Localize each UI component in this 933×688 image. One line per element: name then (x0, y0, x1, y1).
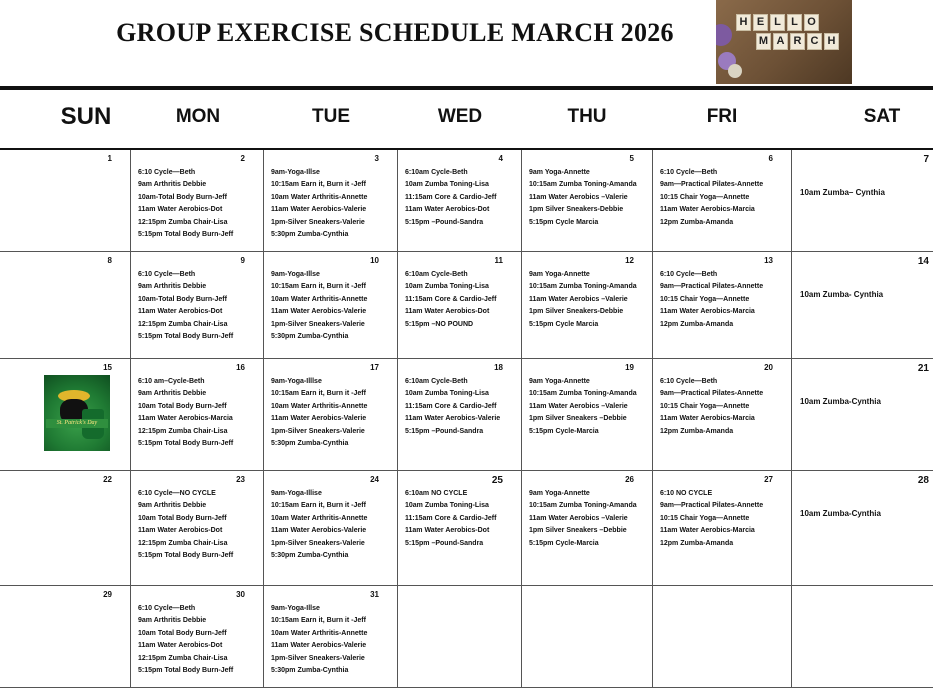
class-entry: 10am Zumba- Cynthia (800, 290, 884, 299)
letter-tile: L (770, 14, 785, 31)
page-title: GROUP EXERCISE SCHEDULE MARCH 2026 (116, 18, 674, 47)
day-number: 11 (494, 256, 503, 265)
class-entry: 9am-Yoga-Illse (271, 169, 320, 176)
class-entry: 5:30pm Zumba-Cynthia (271, 333, 349, 341)
class-entry: 1pm-Silver Sneakers-Valerie (271, 539, 365, 547)
day-number: 4 (498, 154, 503, 163)
day-cell-mon (131, 471, 264, 586)
class-entry: 5:30pm Zumba-Cynthia (271, 667, 349, 675)
class-entry: 10am Zumba Toning-Lisa (405, 502, 489, 510)
day-cell-wed (398, 471, 522, 586)
class-list (660, 269, 789, 331)
class-entry: 9am Yoga-Annette (529, 378, 590, 385)
day-cell-fri (653, 471, 792, 586)
day-number: 15 (103, 363, 112, 372)
class-entry: 1pm Silver Sneakers-Debbie (529, 206, 624, 214)
day-number: 27 (764, 475, 773, 484)
class-entry: 9am Arthritis Debbie (138, 283, 207, 291)
letter-tile: H (736, 14, 751, 31)
class-entry: 9am Arthritis Debbie (138, 181, 207, 189)
class-entry: 11am Water Aerobics-Valerie (271, 527, 367, 535)
class-entry: 10am Zumba– Cynthia (800, 188, 885, 197)
day-number: 28 (917, 475, 929, 486)
class-entry: 11am Water Aerobics-Marcia (660, 206, 755, 214)
day-number: 26 (625, 475, 634, 484)
class-entry: 10:15am Earn it, Burn it -Jeff (271, 617, 366, 625)
class-entry: 11am Water Aerobics –Valerie (529, 514, 628, 522)
hello-tiles (736, 14, 819, 31)
day-number: 12 (625, 256, 634, 265)
class-entry: 5:15pm Total Body Burn-Jeff (138, 231, 234, 239)
class-list (138, 376, 261, 450)
day-cell-sun (0, 586, 131, 688)
class-list (529, 488, 650, 550)
class-entry: 1pm-Silver Sneakers-Valerie (271, 320, 365, 328)
class-list (138, 603, 261, 677)
class-entry: 11am Water Aerobics-Dot (138, 642, 223, 650)
day-number: 30 (236, 590, 245, 599)
class-entry: 6:10 Cycle—Beth (138, 169, 196, 176)
day-cell-mon (131, 252, 264, 359)
day-number: 24 (370, 475, 379, 484)
class-entry: 6:10 NO CYCLE (660, 490, 713, 497)
class-list (271, 603, 395, 677)
day-cell-fri (653, 586, 792, 688)
class-entry: 5:30pm Zumba-Cynthia (271, 440, 349, 448)
class-entry: 9am Arthritis Debbie (138, 617, 207, 625)
class-list (271, 167, 395, 241)
class-entry: 5:30pm Zumba-Cynthia (271, 552, 349, 560)
class-entry: 6:10 Cycle—Beth (138, 605, 196, 612)
class-entry: 11am Water Aerobics –Valerie (529, 402, 628, 410)
day-number: 1 (107, 154, 112, 163)
class-entry: 11am Water Aerobics –Valerie (529, 193, 628, 201)
class-entry: 10am Zumba Toning-Lisa (405, 181, 489, 189)
day-number: 31 (370, 590, 379, 599)
day-cell-thu (522, 586, 653, 688)
day-number: 14 (917, 256, 929, 267)
day-header-mon: MON (175, 106, 221, 127)
day-header-thu: THU (567, 106, 607, 127)
letter-tile: R (790, 33, 805, 50)
class-entry: 10am Water Arthritis-Annette (271, 402, 368, 410)
class-entry: 10:15 Chair Yoga—Annette (660, 514, 750, 522)
class-entry: 11am Water Aerobics-Dot (405, 527, 490, 535)
class-entry: 10am Water Arthritis-Annette (271, 514, 368, 522)
class-entry: 11am Water Aerobics-Valerie (271, 206, 367, 214)
class-entry: 10:15am Zumba Toning-Amanda (529, 283, 637, 291)
day-cell-fri (653, 150, 792, 252)
day-cell-mon (131, 586, 264, 688)
day-cell-sat (792, 359, 933, 471)
class-entry: 9am—Practical Pilates-Annette (660, 283, 764, 291)
class-entry: 5:15pm –Pound-Sandra (405, 427, 484, 435)
day-number: 22 (103, 475, 112, 484)
letter-tile: E (753, 14, 768, 31)
class-entry: 5:15pm Cycle-Marcia (529, 539, 599, 547)
day-number: 18 (494, 363, 503, 372)
class-entry: 6:10 Cycle—Beth (660, 378, 718, 385)
class-entry: 11am Water Aerobics-Marcia (138, 415, 233, 423)
class-entry: 11am Water Aerobics-Dot (405, 206, 490, 214)
class-entry: 5:15pm Cycle-Marcia (529, 427, 599, 435)
class-entry: 6:10 Cycle—Beth (138, 271, 196, 278)
class-entry: 6:10 Cycle—Beth (660, 169, 718, 176)
class-entry: 6:10am Cycle-Beth (405, 169, 468, 176)
class-entry: 11:15am Core & Cardio-Jeff (405, 193, 497, 201)
class-list (271, 488, 395, 562)
class-list (529, 269, 650, 331)
class-entry: 9am—Practical Pilates-Annette (660, 390, 764, 398)
class-entry: 11am Water Aerobics-Dot (138, 527, 223, 535)
class-entry: 1pm Silver Sneakers –Debbie (529, 527, 627, 535)
class-entry: 1pm-Silver Sneakers-Valerie (271, 654, 365, 662)
class-entry: 5:15pm Total Body Burn-Jeff (138, 440, 234, 448)
day-cell-tue (264, 586, 398, 688)
day-number: 17 (370, 363, 379, 372)
day-number: 2 (240, 154, 245, 163)
header-rule (0, 86, 933, 90)
class-entry: 6:10am Cycle-Beth (405, 271, 468, 278)
class-entry: 12:15pm Zumba Chair-Lisa (138, 427, 228, 435)
class-list (529, 167, 650, 229)
class-entry: 11am Water Aerobics-Marcia (660, 415, 755, 423)
day-cell-sun (0, 150, 131, 252)
class-entry: 11:15am Core & Cardio-Jeff (405, 514, 497, 522)
class-entry: 5:15pm Total Body Burn-Jeff (138, 552, 234, 560)
march-tiles (756, 33, 839, 50)
day-cell-thu (522, 471, 653, 586)
day-cell-mon (131, 359, 264, 471)
class-list (138, 167, 261, 241)
class-list (529, 376, 650, 438)
class-entry: 5:15pm Cycle Marcia (529, 320, 599, 328)
class-entry: 11:15am Core & Cardio-Jeff (405, 295, 497, 303)
class-entry: 5:15pm –Pound-Sandra (405, 539, 484, 547)
day-number: 9 (240, 256, 245, 265)
class-entry: 5:15pm Total Body Burn-Jeff (138, 333, 234, 341)
class-entry: 12:15pm Zumba Chair-Lisa (138, 539, 228, 547)
class-entry: 12pm Zumba-Amanda (660, 320, 734, 328)
letter-tile: M (756, 33, 771, 50)
flower-icon (728, 64, 742, 78)
class-entry: 6:10am Cycle-Beth (405, 378, 468, 385)
day-cell-tue (264, 150, 398, 252)
day-number: 23 (236, 475, 245, 484)
class-list (405, 269, 519, 331)
day-number: 6 (768, 154, 773, 163)
day-cell-sun (0, 359, 131, 471)
day-cell-wed (398, 150, 522, 252)
class-entry: 1pm Silver Sneakers-Debbie (529, 308, 624, 316)
calendar-grid (0, 150, 933, 688)
class-entry: 10am-Total Body Burn-Jeff (138, 193, 227, 201)
class-entry: 10:15am Earn it, Burn it -Jeff (271, 181, 366, 189)
day-cell-thu (522, 252, 653, 359)
letter-tile: L (787, 14, 802, 31)
day-cell-mon (131, 150, 264, 252)
letter-tile: A (773, 33, 788, 50)
class-entry: 6:10 Cycle—NO CYCLE (138, 490, 216, 497)
day-number: 25 (491, 475, 503, 486)
class-entry: 12pm Zumba-Amanda (660, 539, 734, 547)
class-entry: 10:15am Zumba Toning-Amanda (529, 502, 637, 510)
class-entry: 1pm-Silver Sneakers-Valerie (271, 218, 365, 226)
class-entry: 11am Water Aerobics-Dot (405, 308, 490, 316)
class-entry: 9am Yoga-Annette (529, 271, 590, 278)
class-list (405, 376, 519, 438)
class-entry: 10:15am Earn it, Burn it -Jeff (271, 283, 366, 291)
day-cell-sat (792, 252, 933, 359)
day-number: 3 (374, 154, 379, 163)
class-entry: 10am Total Body Burn-Jeff (138, 514, 227, 522)
class-entry: 11:15am Core & Cardio-Jeff (405, 402, 497, 410)
class-entry: 9am Yoga-Annette (529, 490, 590, 497)
day-header-sat: SAT (863, 106, 901, 127)
class-entry: 11am Water Aerobics-Valerie (271, 642, 367, 650)
flower-icon (716, 24, 732, 46)
day-header-wed: WED (437, 106, 483, 127)
day-cell-thu (522, 150, 653, 252)
day-header-tue: TUE (312, 106, 350, 127)
day-number: 7 (923, 154, 929, 165)
day-cell-fri (653, 252, 792, 359)
class-entry: 10:15am Earn it, Burn it -Jeff (271, 502, 366, 510)
class-entry: 6:10am NO CYCLE (405, 490, 468, 497)
class-list (660, 376, 789, 438)
day-number: 5 (629, 154, 634, 163)
class-list (271, 269, 395, 343)
class-list (405, 488, 519, 550)
day-cell-fri (653, 359, 792, 471)
day-number: 13 (764, 256, 773, 265)
class-entry: 6:10 am–Cycle-Beth (138, 378, 205, 385)
class-entry: 5:30pm Zumba-Cynthia (271, 231, 349, 239)
day-number: 16 (236, 363, 245, 372)
day-cell-sat (792, 471, 933, 586)
class-entry: 10am Water Arthritis-Annette (271, 295, 368, 303)
class-entry: 1pm Silver Sneakers –Debbie (529, 415, 627, 423)
class-entry: 12pm Zumba-Amanda (660, 427, 734, 435)
class-entry: 9am-Yoga-Illse (271, 271, 320, 278)
class-list (405, 167, 519, 229)
letter-tile: C (807, 33, 822, 50)
st-patricks-day-image (44, 375, 110, 451)
class-list (660, 488, 789, 550)
class-entry: 10am Total Body Burn-Jeff (138, 629, 227, 637)
class-entry: 10am Water Arthritis-Annette (271, 193, 368, 201)
class-entry: 10:15 Chair Yoga—Annette (660, 193, 750, 201)
day-number: 8 (107, 256, 112, 265)
class-list (138, 269, 261, 343)
class-entry: 9am-Yoga-Illlse (271, 378, 322, 385)
day-number: 19 (625, 363, 634, 372)
class-entry: 11am Water Aerobics-Dot (138, 206, 223, 214)
class-entry: 10:15 Chair Yoga—Annette (660, 295, 750, 303)
class-entry: 12:15pm Zumba Chair-Lisa (138, 654, 228, 662)
class-entry: 11am Water Aerobics-Marcia (660, 308, 755, 316)
letter-tile: O (804, 14, 819, 31)
class-entry: 6:10 Cycle—Beth (660, 271, 718, 278)
class-entry: 9am—Practical Pilates-Annette (660, 181, 764, 189)
class-entry: 9am-Yoga-Illise (271, 490, 322, 497)
class-entry: 11am Water Aerobics-Valerie (271, 308, 367, 316)
class-entry: 10am Zumba Toning-Lisa (405, 390, 489, 398)
class-entry: 11am Water Aerobics –Valerie (529, 295, 628, 303)
class-entry: 12:15pm Zumba Chair-Lisa (138, 320, 228, 328)
class-entry: 12pm Zumba-Amanda (660, 218, 734, 226)
day-number: 21 (917, 363, 929, 374)
class-entry: 10am Zumba-Cynthia (800, 397, 881, 406)
day-cell-wed (398, 586, 522, 688)
class-entry: 5:15pm Total Body Burn-Jeff (138, 667, 234, 675)
class-list (660, 167, 789, 229)
class-entry: 1pm-Silver Sneakers-Valerie (271, 427, 365, 435)
class-entry: 12:15pm Zumba Chair-Lisa (138, 218, 228, 226)
class-entry: 9am Yoga-Annette (529, 169, 590, 176)
day-cell-sat (792, 586, 933, 688)
class-entry: 5:15pm –NO POUND (405, 320, 474, 328)
letter-tile: H (824, 33, 839, 50)
class-entry: 10am Total Body Burn-Jeff (138, 402, 227, 410)
class-list (138, 488, 261, 562)
class-entry: 11am Water Aerobics-Valerie (271, 415, 367, 423)
class-entry: 5:15pm –Pound-Sandra (405, 218, 484, 226)
day-number: 10 (370, 256, 379, 265)
class-entry: 10am-Total Body Burn-Jeff (138, 295, 227, 303)
class-entry: 9am Arthritis Debbie (138, 502, 207, 510)
class-entry: 9am Arthritis Debbie (138, 390, 207, 398)
st-patricks-banner: St. Patrick's Day (46, 419, 108, 428)
day-number: 29 (103, 590, 112, 599)
class-entry: 9am-Yoga-Illse (271, 605, 320, 612)
class-entry: 11am Water Aerobics-Dot (138, 308, 223, 316)
day-cell-thu (522, 359, 653, 471)
hello-march-image (716, 0, 852, 84)
day-cell-tue (264, 252, 398, 359)
class-entry: 11am Water Aerobics-Valerie (405, 415, 501, 423)
day-cell-sat (792, 150, 933, 252)
class-entry: 10:15am Zumba Toning-Amanda (529, 181, 637, 189)
day-cell-tue (264, 359, 398, 471)
class-entry: 5:15pm Cycle Marcia (529, 218, 599, 226)
class-entry: 9am—Practical Pilates-Annette (660, 502, 764, 510)
class-entry: 11am Water Aerobics-Marcia (660, 527, 755, 535)
day-header-fri: FRI (706, 106, 738, 127)
class-entry: 10am Water Arthritis-Annette (271, 629, 368, 637)
class-entry: 10:15am Earn it, Burn it -Jeff (271, 390, 366, 398)
day-cell-wed (398, 359, 522, 471)
day-cell-sun (0, 252, 131, 359)
day-cell-sun (0, 471, 131, 586)
day-header-sun: SUN (60, 103, 112, 130)
class-entry: 10am Zumba Toning-Lisa (405, 283, 489, 291)
class-entry: 10:15am Zumba Toning-Amanda (529, 390, 637, 398)
class-entry: 10am Zumba-Cynthia (800, 509, 881, 518)
class-list (271, 376, 395, 450)
day-number: 20 (764, 363, 773, 372)
day-cell-tue (264, 471, 398, 586)
day-cell-wed (398, 252, 522, 359)
class-entry: 10:15 Chair Yoga—Annette (660, 402, 750, 410)
